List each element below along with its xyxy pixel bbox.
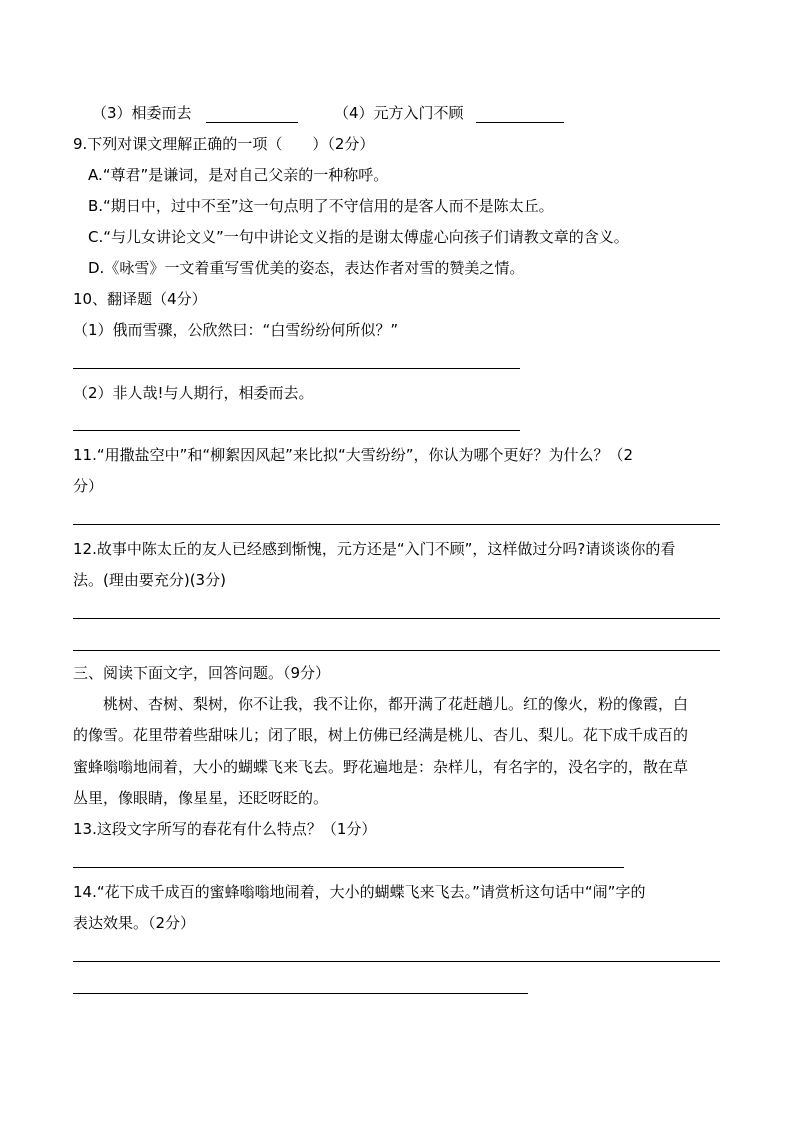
- q8-item4-label: （4）元方入门不顾: [334, 104, 464, 122]
- q9-option-c: C.“与儿女讲论文义”一句中讲论文义指的是谢太傅虚心向孩子们请教文章的含义。: [88, 228, 629, 246]
- q10-stem: 10、翻译题（4分）: [73, 290, 207, 308]
- q11-stem-line2: 分）: [73, 477, 104, 495]
- passage-line-1: 桃树、杏树、梨树，你不让我，我不让你，都开满了花赶趟儿。红的像火，粉的像霞，白: [103, 695, 689, 713]
- q9-option-a: A.“尊君”是谦词，是对自己父亲的一种称呼。: [88, 166, 389, 184]
- q13-stem: 13.这段文字所写的春花有什么特点？（1分）: [73, 820, 377, 838]
- q12-stem-line1: 12.故事中陈太丘的友人已经感到惭愧，元方还是“入门不顾”，这样做过分吗?请谈谈你的看: [73, 540, 676, 558]
- q14-answer-line-1[interactable]: [73, 961, 720, 962]
- q12-stem-line2: 法。(理由要充分)(3分): [73, 571, 226, 589]
- q11-answer-line[interactable]: [73, 524, 720, 525]
- q10-sub1-answer-line[interactable]: [73, 368, 520, 369]
- q8-item4: [334, 103, 564, 123]
- passage-line-3: 蜜蜂嗡嗡地闹着，大小的蝴蝶飞来飞去。野花遍地是：杂样儿，有名字的，没名字的，散在草: [73, 758, 689, 776]
- q13-answer-line[interactable]: [73, 867, 624, 868]
- q9-option-d: D.《咏雪》一文着重写雪优美的姿态，表达作者对雪的赞美之情。: [88, 259, 525, 277]
- q12-answer-line-1[interactable]: [73, 618, 720, 619]
- q14-answer-line-2[interactable]: [73, 993, 528, 994]
- q8-item3-label: （3）相委而去: [92, 104, 192, 122]
- q11-stem-line1: 11.“用撒盐空中”和“柳絮因风起”来比拟“大雪纷纷”，你认为哪个更好？为什么？（2: [73, 446, 634, 464]
- q12-answer-line-2[interactable]: [73, 650, 720, 651]
- q10-sub2-answer-line[interactable]: [73, 430, 520, 431]
- passage-line-2: 的像雪。花里带着些甜味儿；闭了眼，树上仿佛已经满是桃儿、杏儿、梨儿。花下成千成百的: [73, 726, 689, 744]
- q14-stem-line2: 表达效果。（2分）: [73, 914, 196, 932]
- section3-heading: 三、阅读下面文字，回答问题。（9分）: [73, 664, 331, 682]
- q10-sub1: （1）俄而雪骤，公欣然曰：“白雪纷纷何所似？”: [73, 321, 399, 339]
- q14-stem-line1: 14.“花下成千成百的蜜蜂嗡嗡地闹着，大小的蝴蝶飞来飞去。”请赏析这句话中“闹”字的: [73, 883, 646, 901]
- q10-sub2: （2）非人哉!与人期行，相委而去。: [73, 384, 314, 402]
- passage-line-4: 丛里，像眼睛，像星星，还眨呀眨的。: [73, 789, 329, 807]
- q9-stem: 9.下列对课文理解正确的一项（ ）（2分）: [73, 135, 375, 153]
- q9-option-b: B.“期日中，过中不至”这一句点明了不守信用的是客人而不是陈太丘。: [88, 197, 554, 215]
- q8-item3-answer-blank[interactable]: [206, 106, 298, 123]
- q8-item3: [92, 103, 298, 123]
- q8-item4-answer-blank[interactable]: [476, 106, 564, 123]
